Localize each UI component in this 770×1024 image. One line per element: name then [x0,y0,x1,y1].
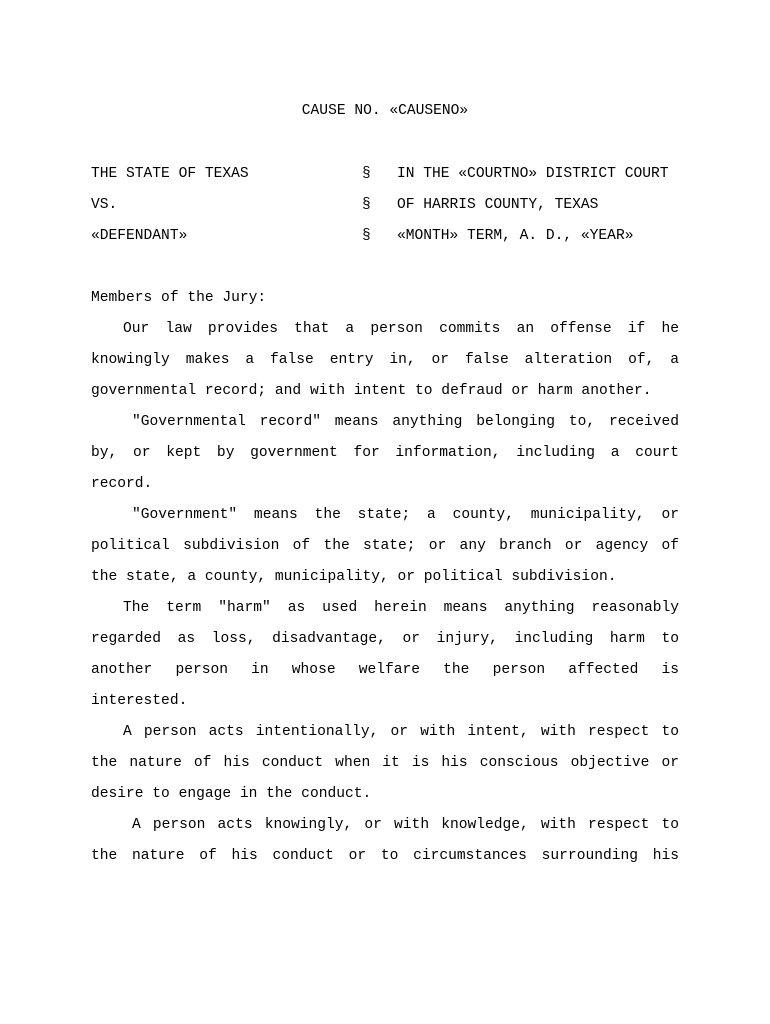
body-line: political subdivision of the state; or any branch or agency of [91,538,679,554]
body-line: A person acts knowingly, or with knowledge, with respect to [132,817,679,833]
body-line: interested. [91,693,188,709]
body-line: "Governmental record" means anything belonging to, received [132,414,679,430]
caption-right-court: IN THE «COURTNO» DISTRICT COURT [397,166,669,182]
body-line: by, or kept by government for information, including a court [91,445,679,461]
caption-left-vs: VS. [91,197,118,213]
body-line: regarded as loss, disadvantage, or injury, including harm to [91,631,679,647]
body-line: The term "harm" as used herein means anything reasonably [123,600,679,616]
body-line: Our law provides that a person commits an offense if he [123,321,679,337]
caption-section-symbol: § [362,228,371,244]
body-line: "Government" means the state; a county, municipality, or [132,507,679,523]
cause-number-title: CAUSE NO. «CAUSENO» [301,103,469,119]
caption-left-state: THE STATE OF TEXAS [91,166,249,182]
caption-section-symbol: § [362,166,371,182]
caption-section-symbol: § [362,197,371,213]
salutation: Members of the Jury: [91,290,267,306]
body-line: another person in whose welfare the person affected is [91,662,679,678]
body-line: knowingly makes a false entry in, or false alteration of, a [91,352,679,368]
body-line: governmental record; and with intent to defraud or harm another. [91,383,652,399]
body-line: record. [91,476,153,492]
caption-right-county: OF HARRIS COUNTY, TEXAS [397,197,599,213]
caption-right-term: «MONTH» TERM, A. D., «YEAR» [397,228,634,244]
body-line: the state, a county, municipality, or political subdivision. [91,569,617,585]
body-line: desire to engage in the conduct. [91,786,372,802]
body-line: the nature of his conduct when it is his conscious objective or [91,755,679,771]
caption-left-defendant: «DEFENDANT» [91,228,188,244]
body-line: A person acts intentionally, or with intent, with respect to [123,724,679,740]
body-line: the nature of his conduct or to circumstances surrounding his [91,848,679,864]
